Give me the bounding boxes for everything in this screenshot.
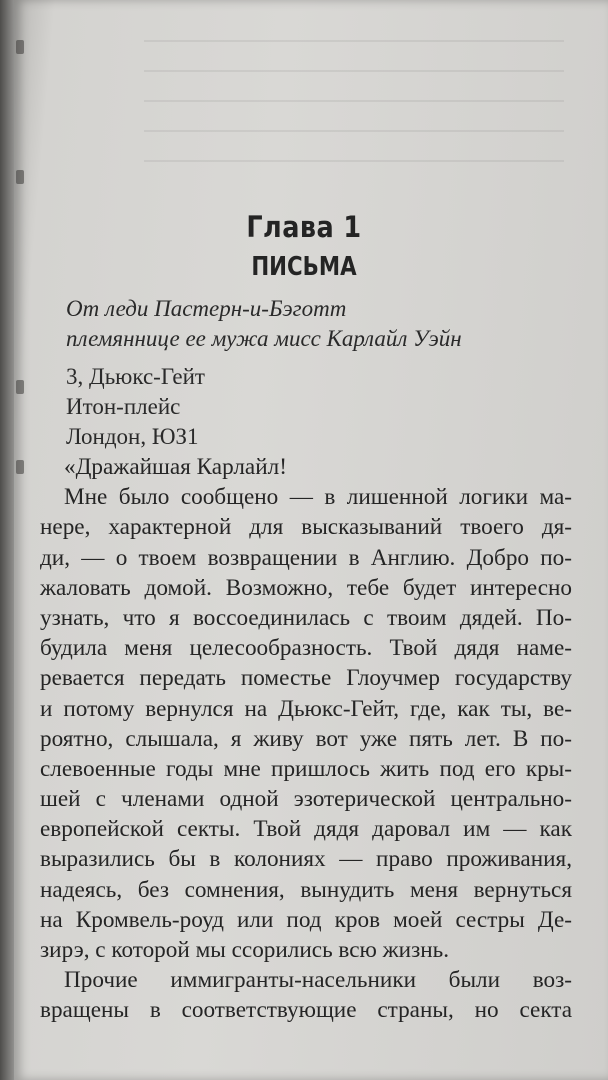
body-line: вращены в соответствующие страны, но секта	[40, 997, 572, 1024]
salutation-line: «Дражайшая Карлайл!	[64, 454, 287, 480]
edge-mark	[16, 170, 24, 184]
edge-mark	[16, 460, 24, 474]
previous-page-edge	[14, 0, 28, 1080]
chapter-number: Глава 1	[246, 210, 362, 244]
letter-address	[66, 362, 586, 452]
edge-mark	[16, 380, 24, 394]
body-line: Мне было сообщено — в лишенной логики ма-	[64, 484, 572, 511]
body-line: жаловать домой. Возможно, тебе будет интересно	[40, 574, 572, 601]
epigraph	[66, 294, 586, 354]
chapter-title: ПИСЬМА	[251, 252, 357, 282]
body-line: будила меня целесообразность. Твой дядя наме-	[40, 635, 572, 662]
show-through-text	[144, 40, 564, 190]
body-line: нере, характерной для высказываний твоего дя-	[40, 514, 572, 541]
body-line: выразились бы в колониях — право проживания,	[40, 846, 572, 873]
body-line: и потому вернулся на Дьюкс-Гейт, где, как ты, ве-	[40, 695, 572, 722]
body-line: слевоенные годы мне пришлось жить под его кры-	[40, 755, 572, 782]
epigraph-line: племяннице ее мужа мисс Карлайл Уэйн	[66, 326, 462, 351]
address-line: Итон-плейс	[66, 394, 181, 419]
body-line: зирэ, с которой мы ссорились всю жизнь.	[40, 937, 450, 963]
body-line: на Кромвель-роуд или под кров моей сестры Де-	[40, 906, 572, 933]
body-line: узнать, что я воссоединилась с твоим дядей. По-	[40, 604, 572, 631]
body-line: ди, — о твоем возвращении в Англию. Добро по-	[40, 544, 572, 571]
edge-mark	[16, 40, 24, 54]
address-line: Лондон, ЮЗ1	[66, 424, 199, 449]
body-line: ревается передать поместье Глоучмер государству	[40, 665, 572, 692]
body-line: шей с членами одной эзотерической центрально-	[40, 786, 572, 813]
epigraph-line: От леди Пастерн-и-Бэготт	[66, 296, 347, 321]
body-line: европейской секты. Твой дядя даровал им — как	[40, 816, 572, 843]
body-line: надеясь, без сомнения, вынудить меня вернуться	[40, 876, 572, 903]
body-line: роятно, слышала, я живу вот уже пять лет. В по-	[40, 725, 572, 752]
body-line: Прочие иммигранты-насельники были воз-	[64, 967, 572, 994]
letter-body	[40, 452, 572, 1026]
address-line: 3, Дьюкс-Гейт	[66, 364, 205, 389]
